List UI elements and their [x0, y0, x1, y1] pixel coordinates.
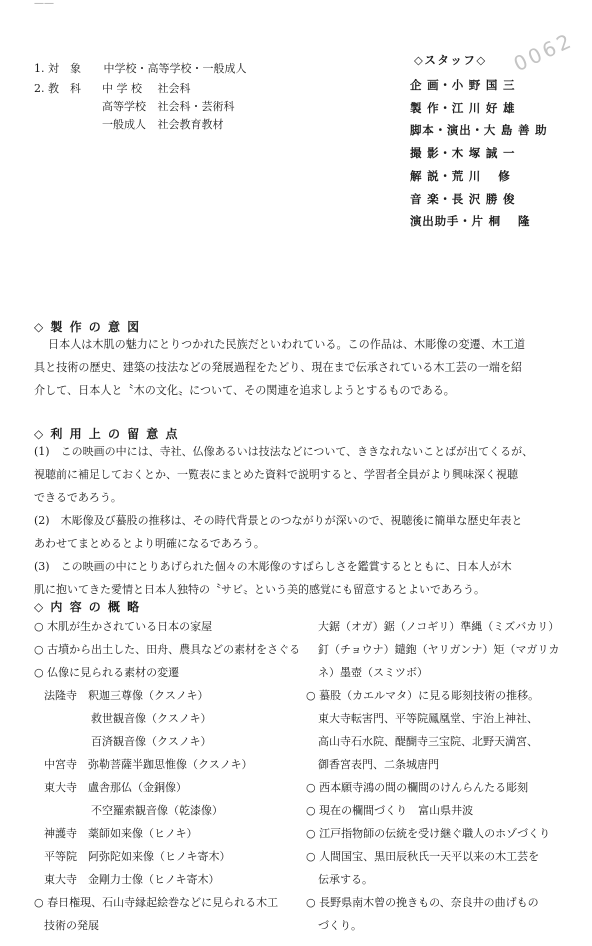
staff-item: 解 説・荒 川 修 [410, 168, 511, 183]
summary-left-item: 東大寺 盧舎那仏（金銅像） [44, 781, 187, 794]
summary-right-item: づくり。 [318, 919, 362, 932]
summary-right-item: ○ 蟇股（カエルマタ）に見る彫刻技術の推移。 [306, 689, 540, 702]
subject-value: 社会科・芸術科 [157, 100, 235, 113]
intent-line: 具と技術の歴史、建築の技法などの発展過程をたどり、現在まで伝承されている木工芸の一端を紹 [34, 361, 523, 374]
summary-right-item: ○ 現在の欄間づくり 富山県井波 [306, 804, 474, 817]
summary-left-item: 法隆寺 釈迦三尊像（クスノキ） [44, 689, 209, 702]
summary-right-item: 高山寺石水院、醍醐寺三宝院、北野天満宮、 [318, 735, 538, 748]
staff-item: 音 楽・長 沢 勝 俊 [410, 191, 516, 206]
summary-right-item: 御香宮表門、二条城唐門 [318, 758, 439, 771]
summary-left-item: 中宮寺 弥勒菩薩半跏思惟像（クスノキ） [44, 758, 253, 771]
summary-right-item: ネ）墨壺（スミツボ） [318, 666, 428, 679]
summary-left-item: 技術の発展 [44, 919, 99, 932]
notes-line: あわせてまとめるとより明確になるであろう。 [34, 537, 265, 550]
corner-mark: —— [34, 0, 54, 9]
subject-value: 社会科 [157, 82, 191, 95]
notes-line: (2) 木彫像及び蟇股の推移は、その時代背景とのつながりが深いので、視聴後に簡単な歴史年表と [34, 514, 523, 527]
summary-right-item: 釘（チョウナ）鑓鉋（ヤリガンナ）矩（マガリカ [318, 643, 560, 656]
summary-right-item: 東大寺転害門、平等院鳳凰堂、宇治上神社、 [318, 712, 538, 725]
notes-line: 視聴前に補足しておくとか、一覧表にまとめた資料で説明すると、学習者全員がより興味深く視聴 [34, 468, 518, 481]
subject-school: 高等学校 [102, 100, 146, 113]
notes-line: できるであろう。 [34, 491, 122, 504]
summary-left-item: ○ 仏像に見られる素材の変遷 [34, 666, 180, 679]
summary-left-item: 神護寺 薬師如来像（ヒノキ） [44, 827, 198, 840]
subject-row [102, 118, 224, 132]
subject-row [102, 100, 235, 114]
target-row [34, 62, 247, 76]
summary-right-item: ○ 人間国宝、黒田辰秋氏一天平以来の木工芸を [306, 850, 540, 863]
staff-item: 企 画・小 野 国 三 [410, 78, 516, 92]
intent-line: 介して、日本人と〝木の文化〟について、その関連を追求しようとするものである。 [34, 384, 455, 397]
summary-right-item: ○ 江戸指物師の伝統を受け継ぐ職人のホゾづくり [306, 827, 551, 840]
subject-school: 一般成人 [102, 118, 146, 131]
summary-left-item: 不空羅索観音像（乾漆像） [91, 804, 223, 817]
summary-left-item: 東大寺 金剛力士像（ヒノキ寄木） [44, 873, 220, 886]
staff-item: 撮 影・木 塚 誠 一 [410, 146, 516, 161]
summary-left-item: ○ 木肌が生かされている日本の家屋 [34, 620, 213, 633]
notes-line: (3) この映画の中にとりあげられた個々の木彫像のすばらしさを鑑賞するとともに、日本人が木 [34, 560, 512, 573]
subject-value: 社会教育教材 [157, 118, 224, 131]
staff-title: ◇スタッフ◇ [414, 53, 487, 67]
staff-item: 製 作・江 川 好 雄 [410, 100, 516, 115]
summary-left-item: ○ 古墳から出土した、田舟、農具などの素材をさぐる [34, 643, 301, 656]
summary-right-item: 大鋸（オガ）鋸（ノコギリ）準縄（ミズバカリ） [318, 620, 560, 633]
summary-left-item: ○ 春日権現、石山寺縁起絵巻などに見られる木工 [34, 896, 279, 909]
target-value: 中学校・高等学校・一般成人 [103, 62, 247, 75]
intent-line: 日本人は木肌の魅力にとりつかれた民族だといわれている。この作品は、木彫像の変遷、木工道 [48, 338, 526, 351]
intent-heading: ◇ 製 作 の 意 図 [34, 320, 141, 334]
summary-heading: ◇ 内 容 の 概 略 [34, 600, 141, 614]
summary-left-item: 救世観音像（クスノキ） [91, 712, 212, 725]
summary-left-item: 平等院 阿弥陀如来像（ヒノキ寄木） [44, 850, 231, 863]
subject-label: 2. 教 科 [34, 82, 81, 95]
staff-list [410, 74, 547, 233]
notes-line: 肌に抱いてきた愛情と日本人独特の〝サビ〟という美的感覚にも留意するとよいであろう。 [34, 583, 485, 596]
staff-item: 脚本・演出・大 島 善 助 [410, 123, 548, 138]
summary-right-item: ○ 西本願寺鴻の間の欄間のけんらんたる彫刻 [306, 781, 529, 794]
subject-row [102, 82, 191, 96]
summary-right-item: ○ 長野県南木曾の挽きもの、奈良井の曲げもの [306, 896, 539, 909]
notes-line: (1) この映画の中には、寺社、仏像あるいは技法などについて、ききなれないことばが出てくるが、 [34, 445, 534, 458]
staff-item: 演出助手・片 桐 隆 [410, 214, 531, 229]
summary-right-item: 伝承する。 [318, 873, 373, 886]
subject-school: 中 学 校 [102, 82, 142, 95]
stamp: 0062 [509, 27, 578, 77]
summary-left-item: 百済観音像（クスノキ） [91, 735, 212, 748]
notes-heading: ◇ 利 用 上 の 留 意 点 [34, 427, 179, 441]
target-label: 1. 対 象 [34, 62, 81, 75]
